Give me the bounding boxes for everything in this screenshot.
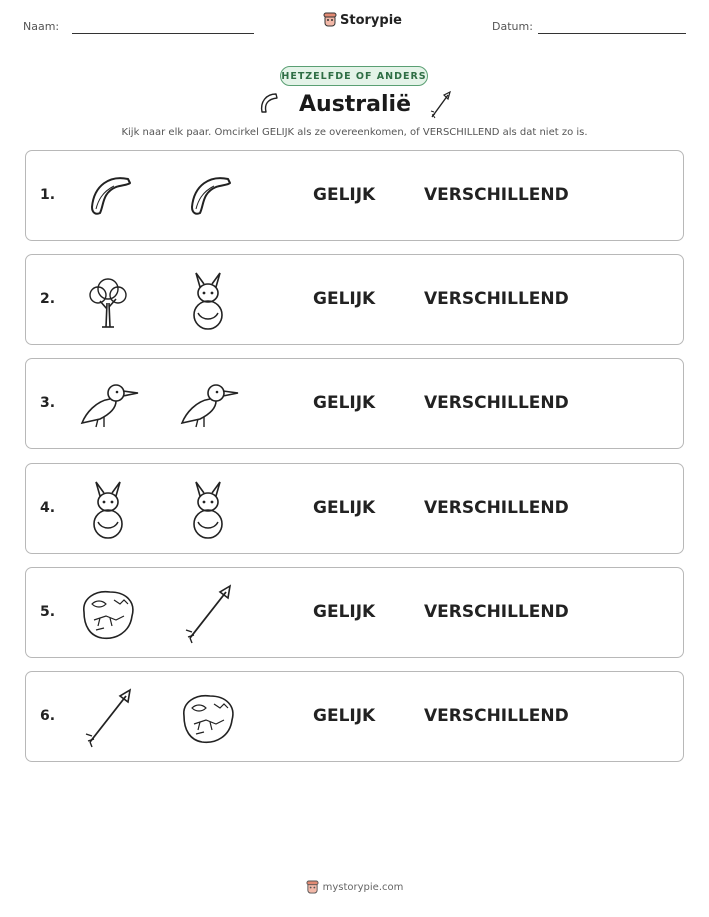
question-number: 6. [40,708,56,724]
footer-url[interactable]: mystorypie.com [322,882,404,893]
kookaburra-icon [176,373,240,437]
spear-icon [76,686,140,750]
brand-logo [323,12,402,28]
kangaroo-icon [176,269,240,333]
rock-art-icon [76,582,140,646]
boomerang-icon [176,165,240,229]
worksheet-type-badge: HETZELFDE OF ANDERS [280,66,428,86]
kookaburra-icon [76,373,140,437]
date-line[interactable] [538,33,686,34]
different-option[interactable]: VERSCHILLEND [424,393,569,413]
page-title: Australië [299,92,411,117]
rock-art-icon [176,686,240,750]
kangaroo-icon [176,478,240,542]
spear-icon [176,582,240,646]
different-option[interactable]: VERSCHILLEND [424,185,569,205]
same-option[interactable]: GELIJK [313,706,376,726]
brand-name: Storypie [340,12,402,28]
boomerang-title-icon [256,90,280,118]
question-number: 4. [40,500,56,516]
different-option[interactable]: VERSCHILLEND [424,706,569,726]
same-option[interactable]: GELIJK [313,185,376,205]
boomerang-icon [76,165,140,229]
question-number: 3. [40,395,56,411]
question-number: 2. [40,291,56,307]
question-row-1 [25,150,684,241]
question-number: 5. [40,604,56,620]
footer [0,880,709,895]
question-row-6 [25,671,684,762]
storypie-mascot-icon [323,12,337,28]
kangaroo-icon [76,478,140,542]
question-row-4 [25,463,684,554]
same-option[interactable]: GELIJK [313,393,376,413]
different-option[interactable]: VERSCHILLEND [424,498,569,518]
different-option[interactable]: VERSCHILLEND [424,602,569,622]
same-option[interactable]: GELIJK [313,602,376,622]
name-line[interactable] [72,33,254,34]
different-option[interactable]: VERSCHILLEND [424,289,569,309]
instructions: Kijk naar elk paar. Omcirkel GELIJK als ze overeenkomen, of VERSCHILLEND als dat niet zo is. [121,127,588,138]
question-row-5 [25,567,684,658]
question-row-2 [25,254,684,345]
date-label: Datum: [492,20,533,33]
tree-icon [76,269,140,333]
storypie-mascot-icon [306,880,319,895]
question-number: 1. [40,187,56,203]
same-option[interactable]: GELIJK [313,498,376,518]
spear-title-icon [428,90,454,120]
name-label: Naam: [23,20,60,33]
same-option[interactable]: GELIJK [313,289,376,309]
question-row-3 [25,358,684,449]
